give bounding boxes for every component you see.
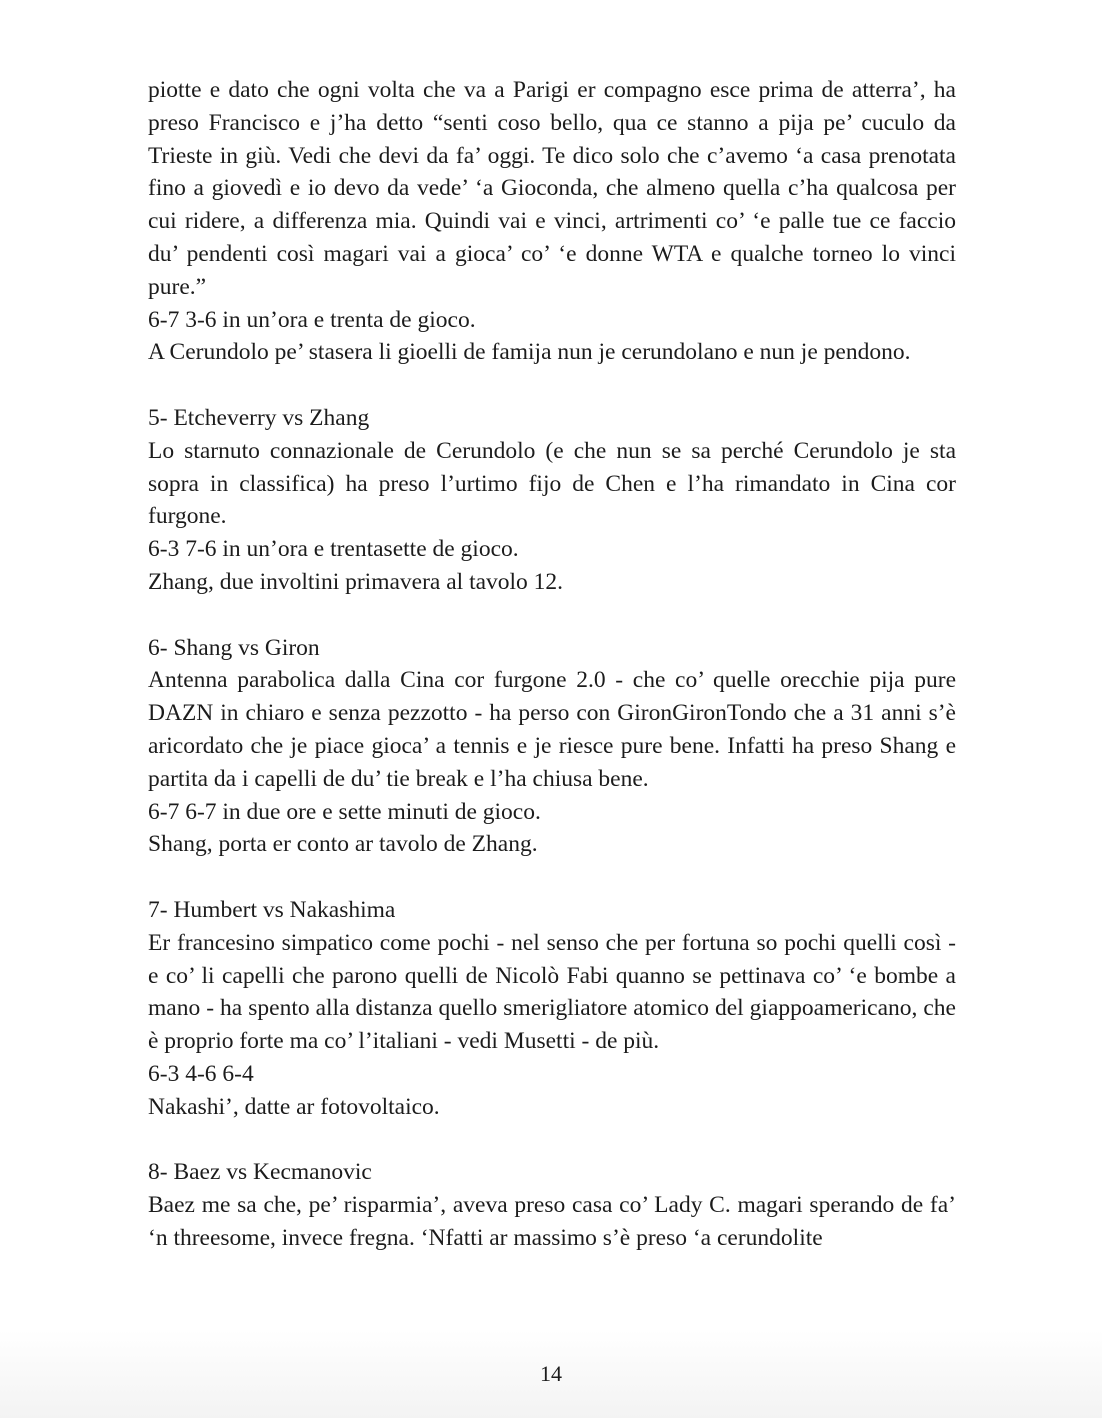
section-body: Antenna parabolica dalla Cina cor furgone 2.0 - che co’ quelle orecchie pija pure DAZN in chiaro e senza pezzotto - ha perso con GironGironTondo che a 31 anni s’è aricordato che je piace gioca’ a tennis e je riesce pure bene. Infatti ha preso Shang e partita da i capelli de du’ tie break e l’ha chiusa bene. xyxy=(148,667,956,792)
section-heading: 8- Baez vs Kecmanovic xyxy=(148,1159,372,1186)
section-spacer xyxy=(148,1124,956,1157)
intro-closing: A Cerundolo pe’ stasera li gioelli de famija nun je cerundolano e nun je pendono. xyxy=(148,339,911,366)
section-closing: Zhang, due involtini primavera al tavolo 12. xyxy=(148,568,564,595)
section-body: Baez me sa che, pe’ risparmia’, aveva preso casa co’ Lady C. magari sperando de fa’ ‘n threesome, invece fregna. ‘Nfatti ar massimo s’è preso ‘a cerundolite xyxy=(148,1192,956,1251)
section-heading: 7- Humbert vs Nakashima xyxy=(148,896,396,923)
section-score: 6-3 7-6 in un’ora e trentasette de gioco. xyxy=(148,536,519,563)
section-closing: Shang, porta er conto ar tavolo de Zhang. xyxy=(148,831,538,858)
section-body: Er francesino simpatico come pochi - nel senso che per fortuna so pochi quelli così - e co’ li capelli che parono quelli de Nicolò Fabi quanno se pettinava co’ ‘e bombe a mano - ha spento alla distanza quello smerigliatore atomico del giappoamericano, che è proprio forte ma co’ l’italiani - vedi Musetti - de più. xyxy=(148,929,956,1055)
section-body: Lo starnuto connazionale de Cerundolo (e che nun se sa perché Cerundolo je sta sopra in classifica) ha preso l’urtimo fijo de Chen e l’ha rimandato in Cina cor furgone. xyxy=(148,437,956,530)
match-section-5 xyxy=(148,402,956,599)
section-heading: 6- Shang vs Giron xyxy=(148,634,320,661)
intro-paragraph: piotte e dato che ogni volta che va a Parigi er compagno esce prima de atterra’, ha preso Francisco e j’ha detto “senti coso bello, qua ce stanno a pija pe’ cuculo da Trieste in giù. Vedi che devi da fa’ oggi. Te dico solo che c’avemo ‘a casa prenotata fino a giovedì e io devo da vede’ ‘a Gioconda, che almeno quella c’ha qualcosa per cui ridere, a differenza mia. Quindi vai e vinci, artrimenti co’ ‘e palle tue ce faccio du’ pendenti così magari vai a gioca’ co’ ‘e donne WTA e qualche torneo lo vinci pure.” xyxy=(148,77,956,300)
section-closing: Nakashi’, datte ar fotovoltaico. xyxy=(148,1093,440,1120)
document-page xyxy=(148,74,956,1255)
match-section-8 xyxy=(148,1156,956,1254)
section-score: 6-3 4-6 6-4 xyxy=(148,1060,254,1087)
page-number: 14 xyxy=(540,1361,562,1386)
section-spacer xyxy=(148,369,956,402)
section-spacer xyxy=(148,599,956,632)
section-heading: 5- Etcheverry vs Zhang xyxy=(148,404,370,431)
match-section-7 xyxy=(148,894,956,1124)
section-spacer xyxy=(148,861,956,894)
section-score: 6-7 6-7 in due ore e sette minuti de gioco. xyxy=(148,798,541,825)
intro-score: 6-7 3-6 in un’ora e trenta de gioco. xyxy=(148,306,476,333)
match-section-6 xyxy=(148,632,956,862)
